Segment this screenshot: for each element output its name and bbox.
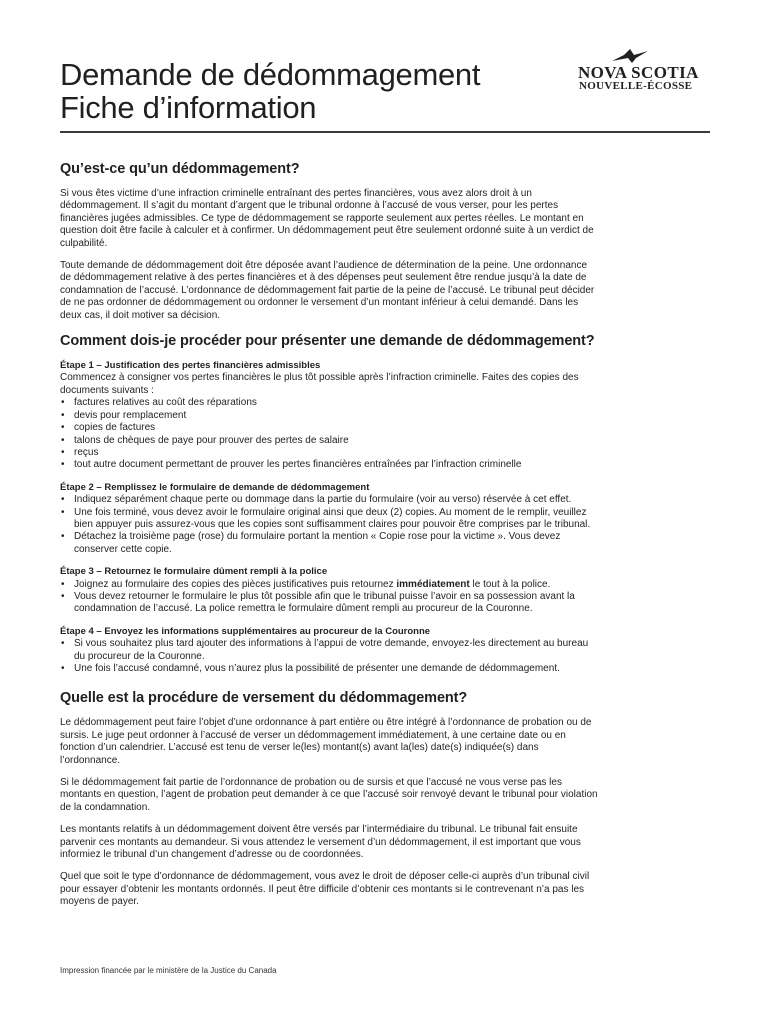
list-item: • Si vous souhaitez plus tard ajouter des informations à l’appui de votre demande, envoyez-les directement au bureau du procureur de la Couronne. [60, 638, 600, 663]
step-1-list [60, 397, 600, 471]
paragraph: Toute demande de dédommagement doit être déposée avant l’audience de détermination de la peine. Une ordonnance de dédommagement relative à des pertes financières et à des dépenses peut seulement être rendue jusqu’à la date de condamnation de l’accusé. L’ordonnance de dédommagement fait partie de la peine de l’accusé. Le tribunal peut décider de ne pas ordonner de dédommagement ou ordonner le versement d’un montant inférieur à celui demandé. Dans les deux cas, il doit motiver sa décision. [60, 260, 595, 321]
list-item: • tout autre document permettant de prouver les pertes financières entraînées par l’infraction criminelle [60, 459, 600, 471]
title-line-1: Demande de dédommagement [60, 57, 481, 92]
step-1-intro: Commencez à consigner vos pertes financières le plus tôt possible après l’infraction criminelle. Faites des copies des documents suivants : [60, 372, 579, 396]
step-3-list [60, 579, 600, 616]
list-item: • Détachez la troisième page (rose) du formulaire portant la mention « Copie rose pour la victime ». Vous devez conserver cette copie. [60, 531, 600, 556]
section-heading: Comment dois-je procéder pour présenter une demande de dédommagement? [60, 333, 595, 350]
step-3-title: Étape 3 – Retournez le formulaire dûment rempli à la police [60, 566, 328, 578]
nova-scotia-logo [578, 47, 710, 95]
list-item-text: Joignez au formulaire des copies des pièces justificatives puis retournez [74, 578, 397, 590]
step-2-title: Étape 2 – Remplissez le formulaire de demande de dédommagement [60, 481, 370, 493]
emphasis-text: immédiatement [396, 578, 470, 590]
list-item: • Une fois terminé, vous devez avoir le formulaire original ainsi que deux (2) copies. Au moment de le remplir, veuillez bien appuyer puis assurez-vous que les copies sont suffisamment claires pour pouvoir être comprises par le tribunal. [60, 507, 600, 532]
list-item: • Vous devez retourner le formulaire le plus tôt possible afin que le tribunal puisse l’avoir en sa possession avant la condamnation de l’accusé. La police remettra le formulaire dûment rempli au procureur de la Couronne. [60, 591, 600, 616]
list-item [60, 579, 600, 591]
section-how-to-apply [60, 332, 710, 675]
page-title [60, 58, 480, 124]
paragraph: Le dédommagement peut faire l’objet d’une ordonnance à part entière ou être intégré à l’ordonnance de probation ou de sursis. Le juge peut ordonner à l’accusé de verser un dédommagement immédiatement, à une certaine date ou en fonction d’un calendrier. L’accusé est tenu de verser le(les) montant(s) avant la(les) date(s) indiquée(s) dans l’ordonnance. [60, 717, 592, 766]
list-item: • copies de factures [60, 422, 600, 434]
step-4-list [60, 638, 600, 675]
list-item: • Indiquez séparément chaque perte ou dommage dans la partie du formulaire (voir au verso) réservée à cet effet. [60, 494, 600, 506]
list-item: • factures relatives au coût des réparations [60, 397, 600, 409]
paragraph: Quel que soit le type d’ordonnance de dédommagement, vous avez le droit de déposer celle-ci auprès d’un tribunal civil pour essayer d’obtenir les montants ordonnés. Il peut être difficile d’obtenir ces montants si le contrevenant n’a pas les moyens de payer. [60, 871, 590, 908]
logo-text-main: NOVA SCOTIA [578, 63, 699, 82]
title-line-2: Fiche d’information [60, 90, 317, 125]
paragraph: Si le dédommagement fait partie de l’ordonnance de probation ou de sursis et que l’accusé ne vous verse pas les montants en question, l’agent de probation peut demander à ce que l’accusé soir renvoyé devant le tribunal pour violation de la condamnation. [60, 777, 598, 813]
paragraph: Si vous êtes victime d’une infraction criminelle entraînant des pertes financières, vous avez alors droit à un dédommagement. Il s’agit du montant d’argent que le tribunal ordonne à l’accusé de vous verser, pour les pertes financières jugées admissibles. Ce type de dédommagement se rapporte seulement aux pertes réelles. Le montant en question doit être facile à calculer et à confirmer. Un dédommagement peut être seulement ordonné suite à un verdict de culpabilité. [60, 188, 594, 249]
footer-note: Impression financée par le ministère de la Justice du Canada [60, 966, 277, 975]
list-item: • devis pour remplacement [60, 410, 600, 422]
section-heading: Qu’est-ce qu’un dédommagement? [60, 161, 300, 177]
logo-text-sub: NOUVELLE-ÉCOSSE [579, 80, 693, 92]
list-item: • reçus [60, 447, 600, 459]
document-body [60, 160, 710, 919]
section-heading: Quelle est la procédure de versement du dédommagement? [60, 690, 468, 707]
section-payment-procedure [60, 689, 710, 908]
header-divider [60, 131, 710, 133]
step-2-list [60, 494, 600, 556]
list-item-text: le tout à la police. [469, 578, 551, 590]
paragraph: Les montants relatifs à un dédommagement doivent être versés par l’intermédiaire du tribunal. Le tribunal fait ensuite parvenir ces montants au demandeur. Si vous attendez le versement d’un dédommagement, il est important que vous informiez le tribunal d’un changement d’adresse ou de coordonnées. [60, 824, 581, 861]
list-item: • Une fois l’accusé condamné, vous n’aurez plus la possibilité de présenter une demande de dédommagement. [60, 663, 600, 675]
step-1-title: Étape 1 – Justification des pertes financières admissibles [60, 360, 321, 372]
list-item: • talons de chèques de paye pour prouver des pertes de salaire [60, 435, 600, 447]
section-what-is [60, 160, 710, 322]
step-4-title: Étape 4 – Envoyez les informations supplémentaires au procureur de la Couronne [60, 625, 431, 637]
